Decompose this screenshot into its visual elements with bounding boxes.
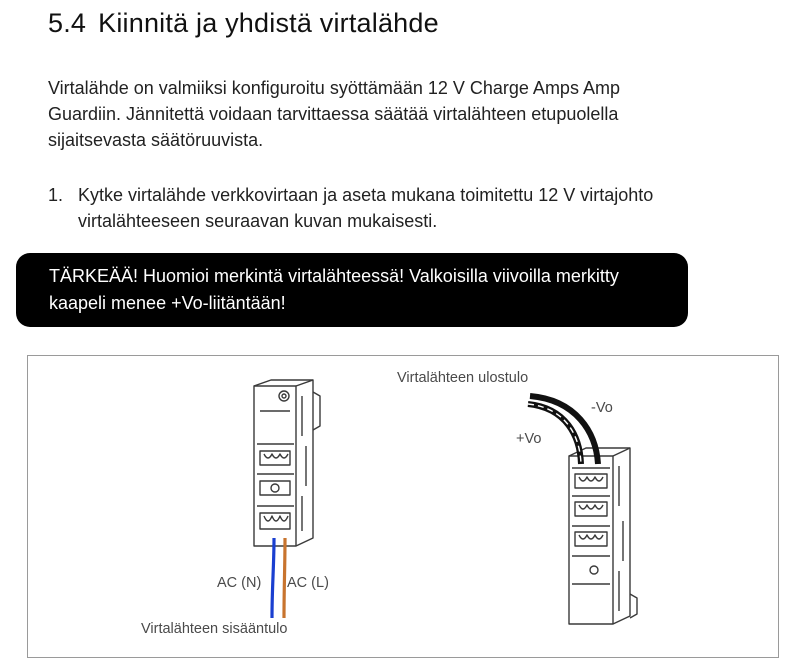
ac-n-label: AC (N) [217,575,262,591]
section-number: 5.4 [48,8,87,38]
power-supply-output-unit [569,448,637,624]
step-text: Kytke virtalähde verkkovirtaan ja aseta mukana toimitettu 12 V virtajohto virtalähteeseen seuraavan kuvan mukaisesti. [78,185,654,231]
power-supply-input-unit [254,380,320,546]
ac-live-wire [284,538,285,618]
important-note-text: TÄRKEÄÄ! Huomioi merkintä virtalähteessä! Valkoisilla viivoilla merkitty kaapeli menee +Vo-liitäntään! [49,266,619,313]
output-label: Virtalähteen ulostulo [397,370,529,386]
wiring-diagram [28,356,780,659]
wiring-figure [27,355,779,658]
plus-vo-label: +Vo [516,431,542,447]
minus-vo-label: -Vo [591,400,613,416]
section-title: Kiinnitä ja yhdistä virtalähde [98,8,439,38]
step-number: 1. [48,185,64,205]
intro-paragraph: Virtalähde on valmiiksi konfiguroitu syöttämään 12 V Charge Amps Amp Guardiin. Jännitettä voidaan tarvittaessa säätää virtalähteen etupuolella sijaitsevasta säätöruuvista. [48,78,620,150]
important-note-box [16,253,688,327]
section-heading [48,8,439,39]
ac-l-label: AC (L) [287,575,329,591]
step-item-1 [48,182,688,234]
ac-neutral-wire [272,538,274,618]
input-label: Virtalähteen sisääntulo [141,621,288,637]
